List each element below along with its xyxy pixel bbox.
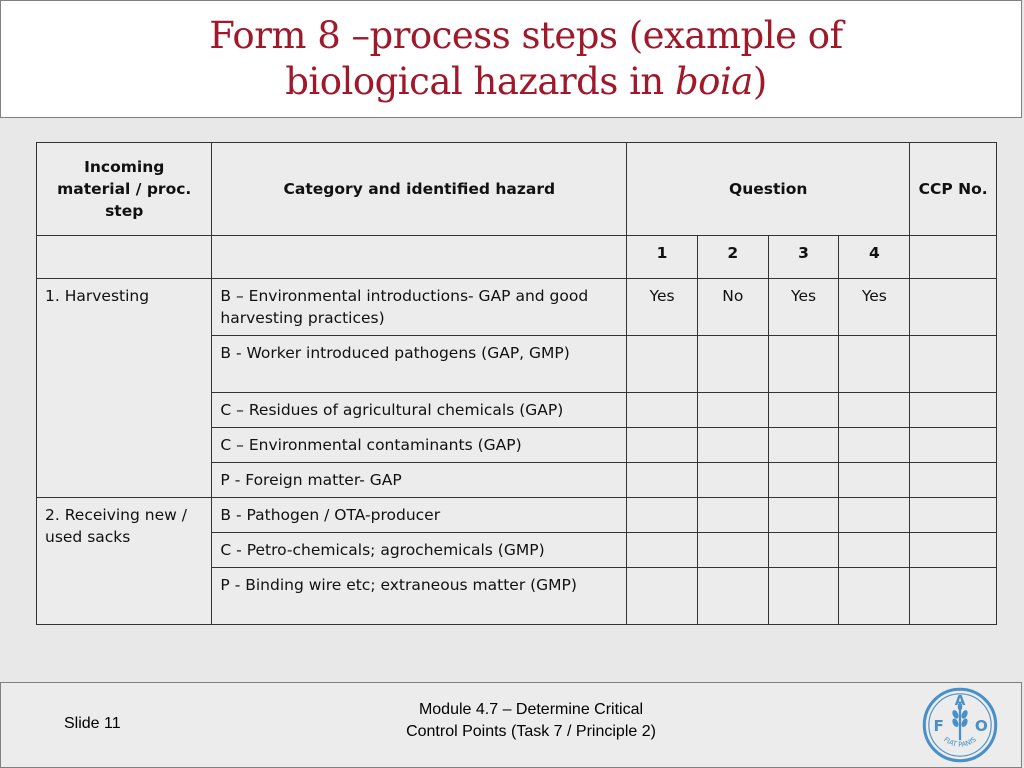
module-line-2: Control Points (Task 7 / Principle 2): [406, 723, 656, 740]
answer-cell: [768, 336, 839, 393]
empty-cell: [37, 236, 212, 279]
answer-cell: [839, 336, 910, 393]
step-cell: 1. Harvesting: [37, 279, 212, 498]
table-row: [37, 279, 997, 336]
hazard-cell: B - Pathogen / OTA-producer: [212, 498, 627, 533]
logo-letter-a: A: [954, 693, 966, 710]
table-row: [37, 498, 997, 533]
answer-cell: Yes: [768, 279, 839, 336]
ccp-cell: [910, 428, 997, 463]
question-number-row: [37, 236, 997, 279]
ccp-cell: [910, 533, 997, 568]
answer-cell: [697, 568, 768, 625]
question-number: 4: [839, 236, 910, 279]
answer-cell: [839, 533, 910, 568]
answer-cell: [839, 498, 910, 533]
answer-cell: [768, 498, 839, 533]
answer-cell: Yes: [839, 279, 910, 336]
hazard-cell: C – Environmental contaminants (GAP): [212, 428, 627, 463]
hazard-cell: P - Binding wire etc; extraneous matter (GMP): [212, 568, 627, 625]
question-number: 1: [627, 236, 698, 279]
answer-cell: [697, 463, 768, 498]
empty-cell: [910, 236, 997, 279]
answer-cell: [768, 568, 839, 625]
answer-cell: [768, 428, 839, 463]
answer-cell: [627, 463, 698, 498]
hazard-cell: C - Petro-chemicals; agrochemicals (GMP): [212, 533, 627, 568]
answer-cell: [839, 568, 910, 625]
module-line-1: Module 4.7 – Determine Critical: [418, 701, 644, 718]
header-question: Question: [627, 143, 910, 236]
slide-footer: [0, 682, 1022, 768]
answer-cell: [839, 393, 910, 428]
slide-number: Slide 11: [64, 715, 121, 732]
title-line-2-suffix: ): [752, 60, 767, 103]
ccp-cell: [910, 336, 997, 393]
answer-cell: [839, 463, 910, 498]
answer-cell: [627, 336, 698, 393]
logo-letter-f: F: [933, 717, 944, 736]
hazard-form-table: [36, 142, 997, 625]
ccp-cell: [910, 279, 997, 336]
logo-letter-o: O: [974, 717, 988, 736]
answer-cell: [627, 568, 698, 625]
hazard-cell: C – Residues of agricultural chemicals (GAP): [212, 393, 627, 428]
question-number: 2: [697, 236, 768, 279]
answer-cell: [697, 393, 768, 428]
answer-cell: Yes: [627, 279, 698, 336]
module-caption: [331, 699, 731, 743]
answer-cell: [697, 336, 768, 393]
slide-title: [0, 0, 1022, 118]
answer-cell: [627, 393, 698, 428]
title-line-1: Form 8 –process steps (example of: [209, 14, 843, 57]
header-category: Category and identified hazard: [212, 143, 627, 236]
answer-cell: [768, 463, 839, 498]
answer-cell: [697, 428, 768, 463]
header-ccp: CCP No.: [910, 143, 997, 236]
answer-cell: [768, 393, 839, 428]
answer-cell: [627, 428, 698, 463]
question-number: 3: [768, 236, 839, 279]
answer-cell: No: [697, 279, 768, 336]
title-line-2-italic: boia: [675, 60, 753, 103]
answer-cell: [697, 533, 768, 568]
fao-logo-icon: [922, 687, 998, 763]
answer-cell: [839, 428, 910, 463]
title-line-2-prefix: biological hazards in: [285, 60, 675, 103]
answer-cell: [768, 533, 839, 568]
hazard-cell: B – Environmental introductions- GAP and good harvesting practices): [212, 279, 627, 336]
empty-cell: [212, 236, 627, 279]
ccp-cell: [910, 393, 997, 428]
ccp-cell: [910, 463, 997, 498]
hazard-cell: P - Foreign matter- GAP: [212, 463, 627, 498]
title-line-2: [285, 59, 767, 105]
header-step: Incoming material / proc. step: [37, 143, 212, 236]
logo-motto-text: FIAT PANIS: [942, 735, 978, 749]
ccp-cell: [910, 568, 997, 625]
ccp-cell: [910, 498, 997, 533]
answer-cell: [697, 498, 768, 533]
answer-cell: [627, 533, 698, 568]
hazard-cell: B - Worker introduced pathogens (GAP, GMP): [212, 336, 627, 393]
step-cell: 2. Receiving new / used sacks: [37, 498, 212, 625]
answer-cell: [627, 498, 698, 533]
table-header-row: [37, 143, 997, 236]
